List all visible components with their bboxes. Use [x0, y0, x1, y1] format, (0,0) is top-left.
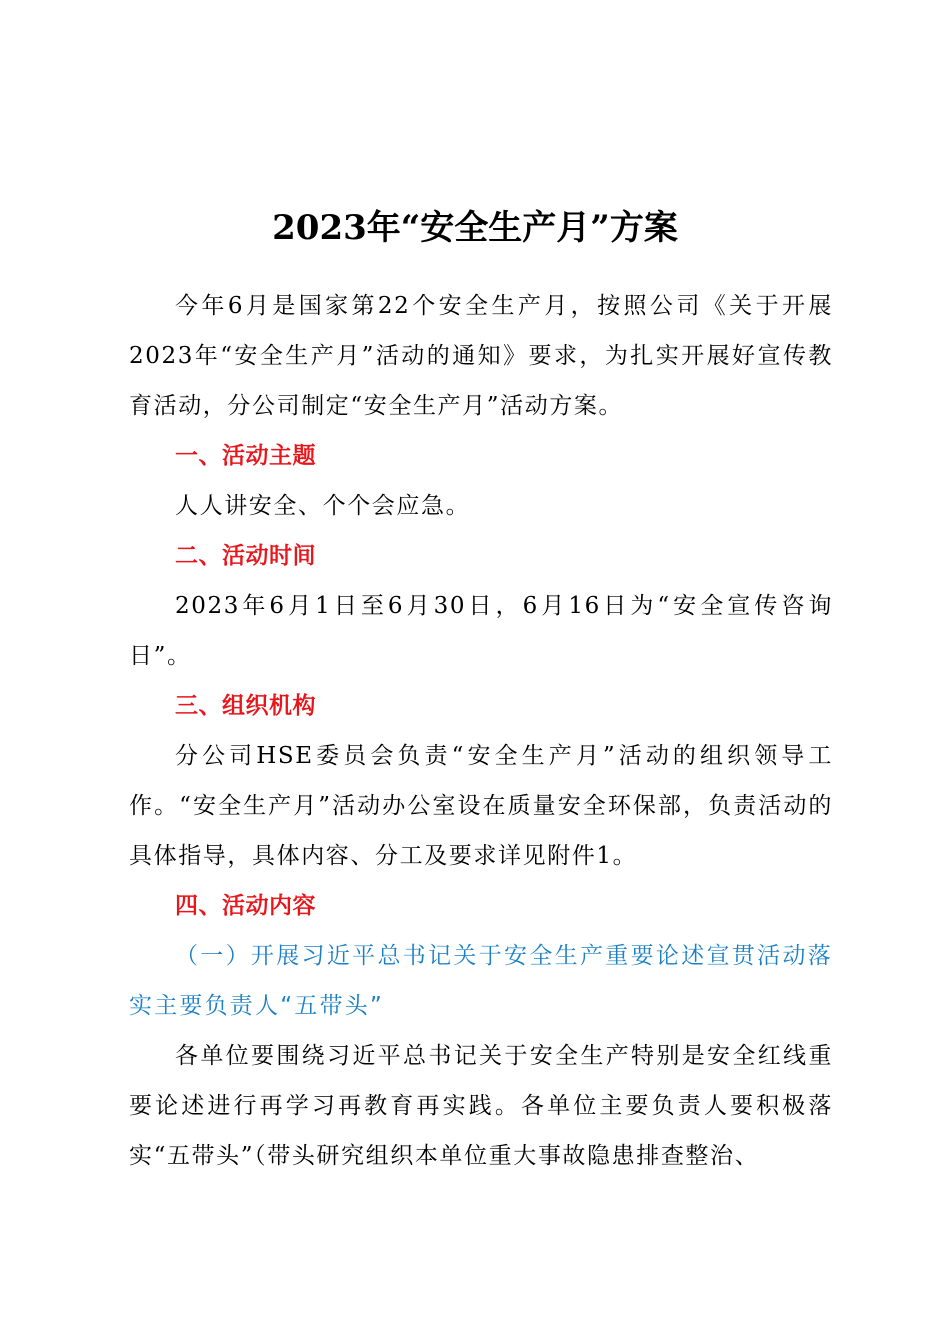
- section-subheading-content-1: （一）开展习近平总书记关于安全生产重要论述宣贯活动落实主要负责人“五带头”: [129, 943, 833, 1019]
- document-title: 2023年“安全生产月”方案: [272, 208, 678, 248]
- section-heading-time: 二、活动时间: [175, 543, 316, 569]
- document-body: [129, 281, 833, 1181]
- section-heading-theme: 一、活动主题: [175, 443, 316, 469]
- section-text-content: 各单位要围绕习近平总书记关于安全生产特别是安全红线重要论述进行再学习再教育再实践。各单位主要负责人要积极落实“五带头”（带头研究组织本单位重大事故隐患排查整治、: [129, 1043, 833, 1169]
- section-heading-organization: 三、组织机构: [175, 693, 316, 719]
- section-heading-content: 四、活动内容: [175, 893, 316, 919]
- section-text-time: 2023年6月1日至6月30日，6月16日为“安全宣传咨询日”。: [129, 593, 833, 669]
- section-text-theme: 人人讲安全、个个会应急。: [175, 493, 471, 519]
- intro-paragraph: 今年6月是国家第22个安全生产月，按照公司《关于开展2023年“安全生产月”活动的通知》要求，为扎实开展好宣传教育活动，分公司制定“安全生产月”活动方案。: [129, 293, 833, 419]
- section-text-organization: 分公司HSE委员会负责“安全生产月”活动的组织领导工作。“安全生产月”活动办公室设在质量安全环保部，负责活动的具体指导，具体内容、分工及要求详见附件1。: [129, 743, 833, 869]
